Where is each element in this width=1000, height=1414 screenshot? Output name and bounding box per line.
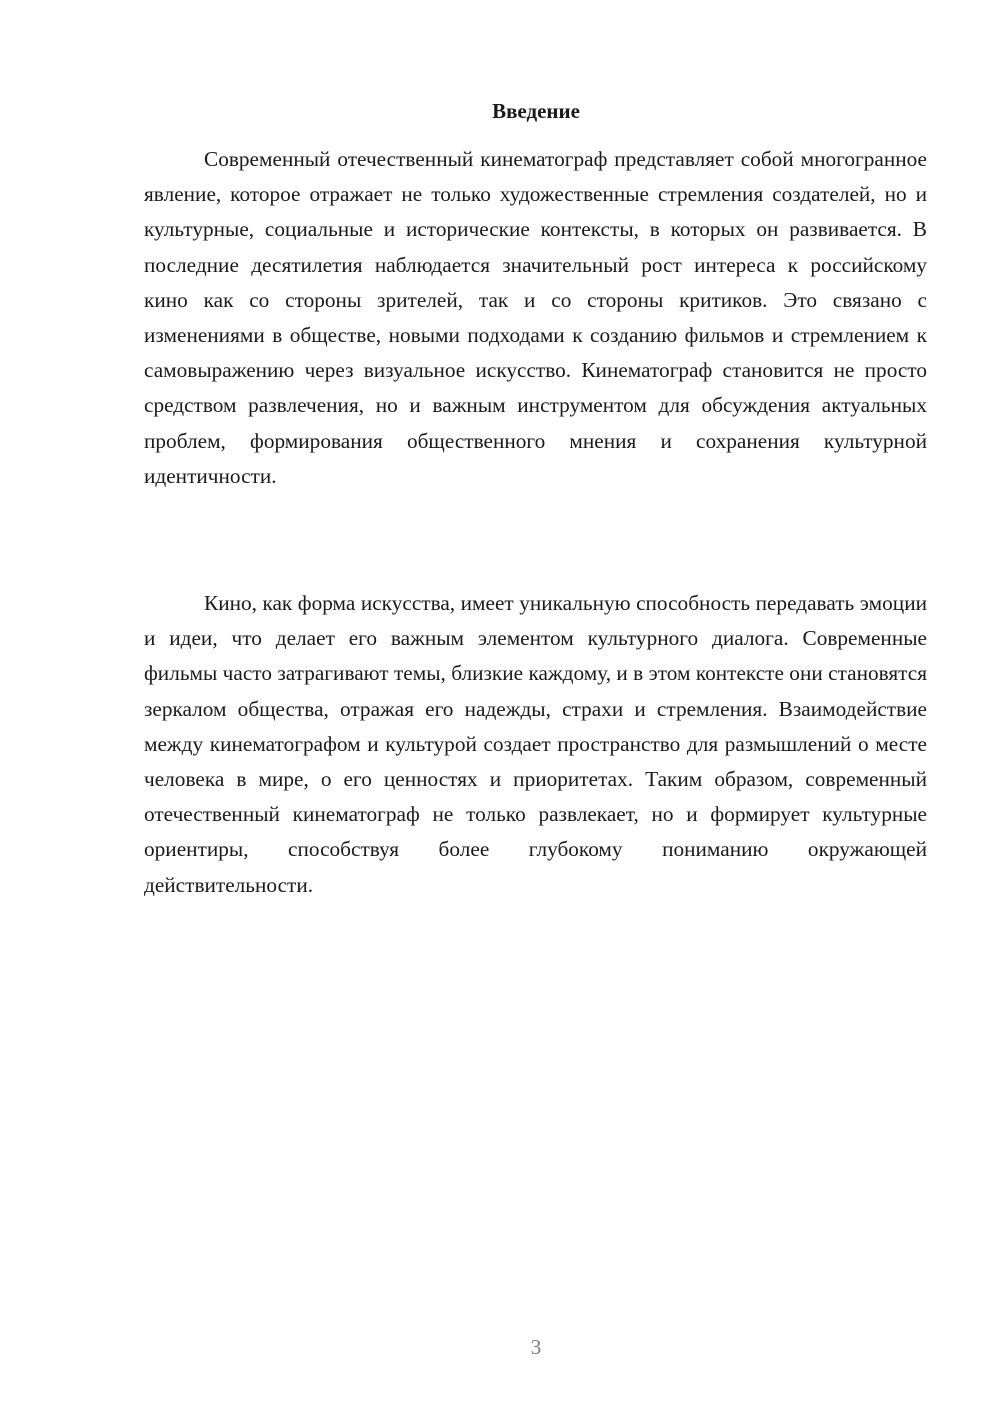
paragraph-1: Современный отечественный кинематограф представляет собой многогранное явление, которое отражает не только художественные стремления создателей, но и культурные, социальные и исторические контексты, в которых он развивается. В последние десятилетия наблюдается значительный рост интереса к российскому кино как со стороны зрителей, так и со стороны критиков. Это связано с изменениями в обществе, новыми подходами к созданию фильмов и стремлением к самовыражению через визуальное искусство. Кинематограф становится не просто средством развлечения, но и важным инструментом для обсуждения актуальных проблем, формирования общественного мнения и сохранения культурной идентичности.	[144, 147, 927, 488]
page-number: 3	[530, 1335, 542, 1359]
section-heading: Введение	[492, 99, 580, 123]
paragraph-2: Кино, как форма искусства, имеет уникальную способность передавать эмоции и идеи, что делает его важным элементом культурного диалога. Современные фильмы часто затрагивают темы, близкие каждому, и в этом контексте они становятся зеркалом общества, отражая его надежды, страхи и стремления. Взаимодействие между кинематографом и культурой создает пространство для размышлений о месте человека в мире, о его ценностях и приоритетах. Таким образом, современный отечественный кинематограф не только развлекает, но и формирует культурные ориентиры, способствуя более глубокому пониманию окружающей действительности.	[144, 591, 927, 897]
